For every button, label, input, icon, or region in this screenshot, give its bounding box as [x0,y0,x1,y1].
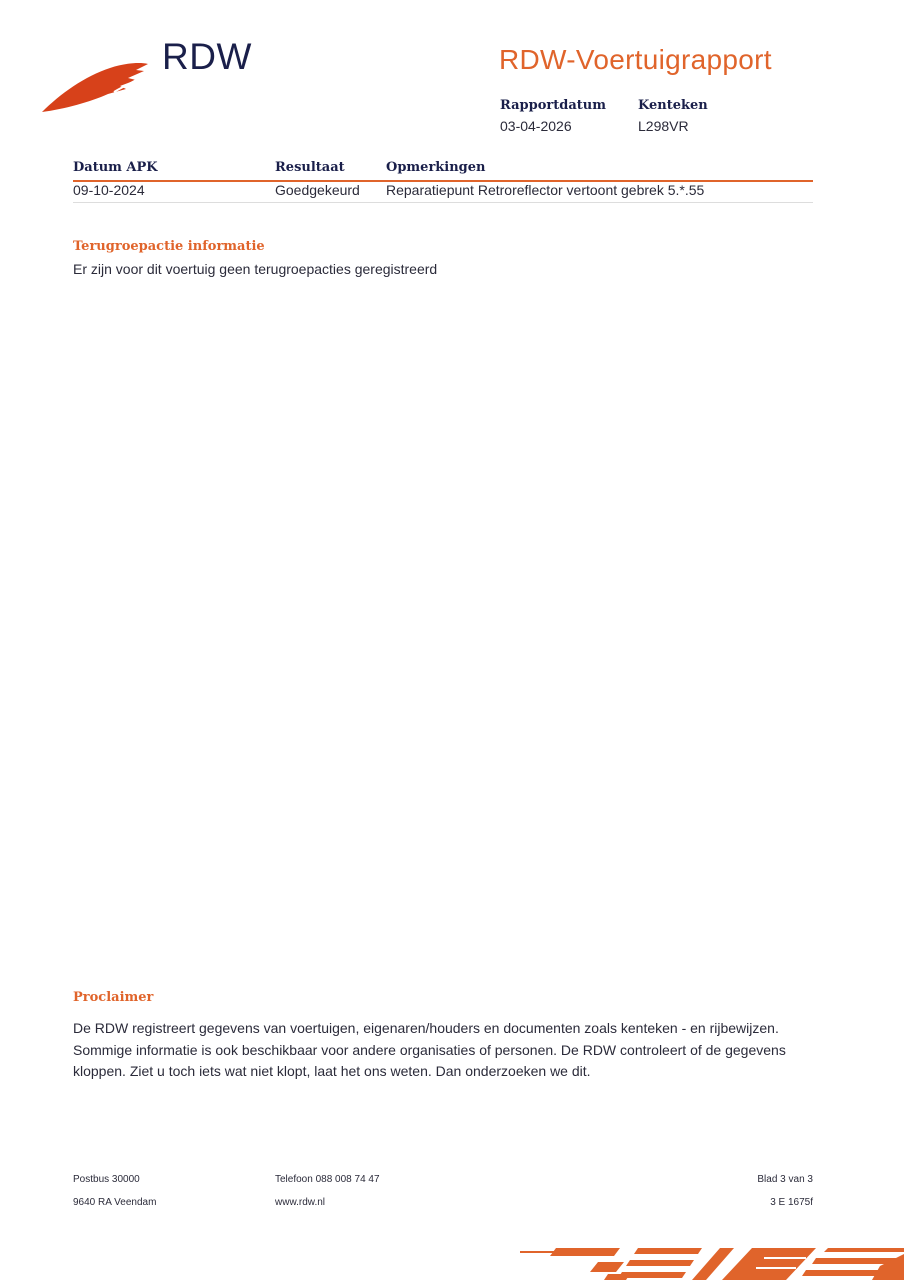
plate-value: L298VR [638,118,689,134]
recall-section-text: Er zijn voor dit voertuig geen terugroepacties geregistreerd [73,261,438,277]
table-cell-date: 09-10-2024 [73,182,145,198]
column-header-remarks: Opmerkingen [386,160,486,175]
footer-website: www.rdw.nl [275,1197,326,1208]
recall-section-title: Terugroepactie informatie [73,239,265,254]
page-title: RDW-Voertuigrapport [499,44,772,75]
proclaimer-line: De RDW registreert gegevens van voertuigen, eigenaren/houders en documenten zoals kenteken - en rijbewijzen. [73,1020,779,1036]
footer-document-code: 3 E 1675f [770,1197,813,1208]
column-header-result: Resultaat [275,160,345,175]
speed-stripes-icon [520,1240,904,1280]
table-cell-remarks: Reparatiepunt Retroreflector vertoont gebrek 5.*.55 [386,182,705,198]
proclaimer-line: Sommige informatie is ook beschikbaar voor andere organisaties of personen. De RDW controleert of de gegevens [73,1041,786,1058]
table-cell-result: Goedgekeurd [275,182,360,198]
proclaimer-text [73,1018,813,1083]
proclaimer-line: kloppen. Ziet u toch iets wat niet klopt, laat het ons weten. Dan onderzoeken we dit. [73,1063,591,1079]
footer-page-number: Blad 3 van 3 [757,1174,813,1185]
report-date-label: Rapportdatum [500,98,606,113]
row-divider [73,202,813,203]
proclaimer-title: Proclaimer [73,990,154,1005]
column-header-date: Datum APK [73,160,158,175]
footer-address-line1: Postbus 30000 [73,1174,140,1185]
footer-phone: Telefoon 088 008 74 47 [275,1174,380,1185]
plate-label: Kenteken [638,98,708,113]
report-date-value: 03-04-2026 [500,118,572,134]
footer-address-line2: 9640 RA Veendam [73,1197,157,1208]
brand-name: RDW [162,36,252,77]
rdw-logo-icon [40,54,150,116]
